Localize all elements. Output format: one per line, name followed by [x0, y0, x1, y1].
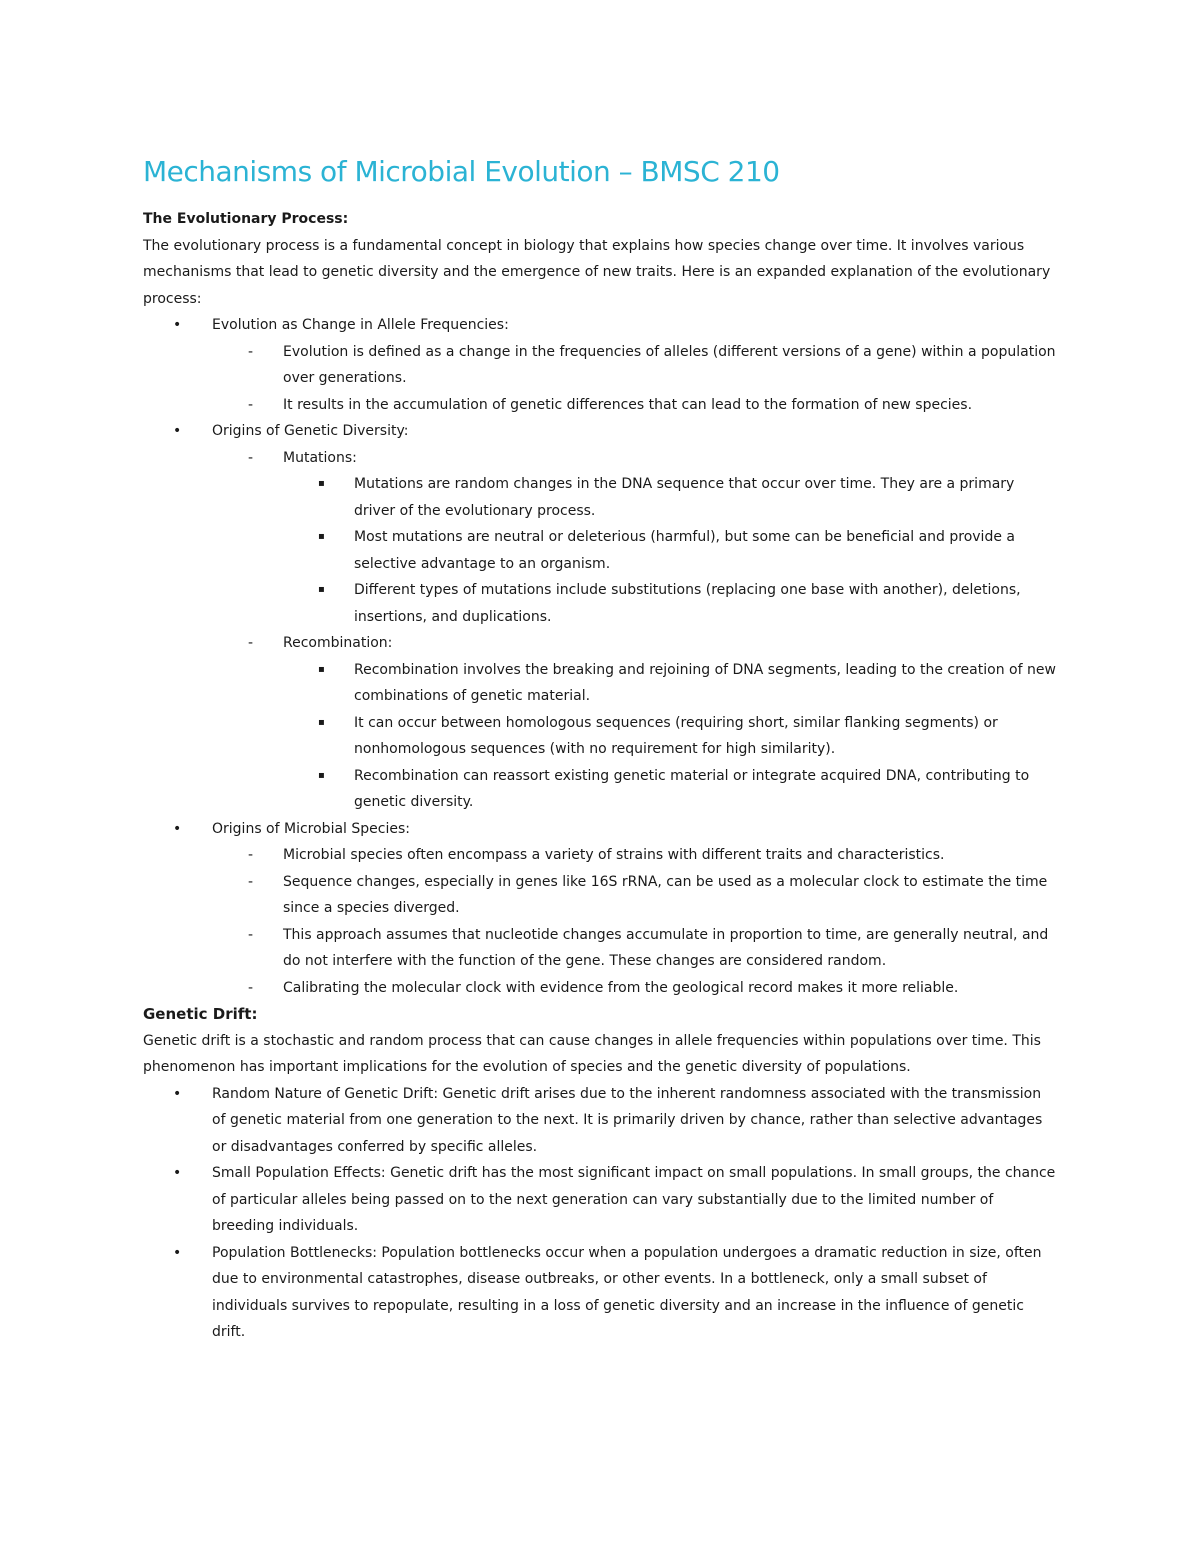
- list-item-label: Origins of Microbial Species:: [212, 820, 410, 837]
- sub-list-item: [143, 445, 1058, 631]
- bullet-marker: •: [173, 820, 182, 837]
- sub-list-item: [143, 869, 1058, 922]
- square-marker: ▪: [318, 769, 325, 781]
- point-list: [143, 657, 1058, 816]
- sub-item-text: It results in the accumulation of genetic differences that can lead to the formation of new species.: [283, 396, 973, 413]
- sub-list-item: [143, 975, 1058, 1002]
- square-marker: ▪: [318, 716, 325, 728]
- list-item: [143, 1240, 1058, 1346]
- point-list: [143, 471, 1058, 630]
- point-item: [143, 471, 1058, 524]
- bullet-marker: •: [173, 1244, 182, 1261]
- point-text: It can occur between homologous sequences (requiring short, similar flanking segments) or nonhomologous sequences (with no requirement for high similarity).: [354, 714, 998, 757]
- bullet-marker: •: [173, 1085, 182, 1102]
- document-page: [143, 150, 1058, 1346]
- dash-marker: -: [248, 847, 254, 863]
- sub-list-item: [143, 392, 1058, 419]
- sub-item-text: Evolution is defined as a change in the frequencies of alleles (different versions of a gene) within a population over generations.: [283, 343, 1056, 386]
- list-item: [143, 816, 1058, 1002]
- sub-list-item: [143, 842, 1058, 869]
- genetic-drift-list: [143, 1081, 1058, 1346]
- dash-marker: -: [248, 926, 254, 943]
- dash-marker: -: [248, 449, 254, 466]
- dash-marker: -: [248, 873, 254, 890]
- list-item: [143, 1081, 1058, 1161]
- section-heading-evolutionary-process: The Evolutionary Process:: [143, 211, 349, 227]
- dash-marker: -: [248, 343, 254, 360]
- sub-item-text: Mutations:: [283, 449, 357, 466]
- sub-item-text: Sequence changes, especially in genes like 16S rRNA, can be used as a molecular clock to estimate the time since a species diverged.: [283, 873, 1048, 916]
- bullet-marker: •: [173, 1165, 182, 1181]
- point-text: Different types of mutations include substitutions (replacing one base with another), deletions, insertions, and duplications.: [354, 582, 1021, 625]
- dash-marker: -: [248, 396, 254, 413]
- bullet-marker: •: [173, 423, 182, 439]
- point-text: Recombination can reassort existing genetic material or integrate acquired DNA, contributing to genetic diversity.: [354, 767, 1030, 810]
- point-item: [143, 710, 1058, 763]
- point-item: [143, 577, 1058, 630]
- list-item-text: Small Population Effects: Genetic drift has the most significant impact on small populations. In small groups, the chance of particular alleles being passed on to the next generation can vary substantially due to the limited number of breeding individuals.: [212, 1165, 1056, 1234]
- list-item-label: Origins of Genetic Diversity:: [212, 423, 409, 439]
- sub-item-text: This approach assumes that nucleotide changes accumulate in proportion to time, are generally neutral, and do not interfere with the function of the gene. These changes are considered random.: [283, 926, 1049, 969]
- sub-list: [143, 842, 1058, 1001]
- sub-item-text: Recombination:: [283, 635, 393, 651]
- sub-list: [143, 445, 1058, 816]
- point-text: Mutations are random changes in the DNA sequence that occur over time. They are a primary driver of the evolutionary process.: [354, 476, 1015, 519]
- sub-item-text: Calibrating the molecular clock with evidence from the geological record makes it more reliable.: [283, 979, 959, 996]
- bullet-marker: •: [173, 317, 182, 333]
- sub-item-text: Microbial species often encompass a variety of strains with different traits and characteristics.: [283, 847, 945, 863]
- sub-list-item: [143, 922, 1058, 975]
- sub-list-item: [143, 630, 1058, 816]
- sub-list: [143, 339, 1058, 419]
- evolution-list: [143, 312, 1058, 1001]
- sub-list-item: [143, 339, 1058, 392]
- document-title: Mechanisms of Microbial Evolution – BMSC 210: [143, 155, 780, 188]
- point-text: Most mutations are neutral or deleterious (harmful), but some can be beneficial and provide a selective advantage to an organism.: [354, 529, 1015, 572]
- list-item-label: Evolution as Change in Allele Frequencies:: [212, 317, 509, 333]
- section-intro-evolutionary-process: The evolutionary process is a fundamental concept in biology that explains how species change over time. It involves various mechanisms that lead to genetic diversity and the emergence of new traits. Here is an expanded explanation of the evolutionary process:: [143, 237, 1051, 307]
- point-item: [143, 763, 1058, 816]
- dash-marker: -: [248, 635, 254, 651]
- section-intro-genetic-drift: Genetic drift is a stochastic and random process that can cause changes in allele frequencies within populations over time. This phenomenon has important implications for the evolution of species and the genetic diversity of populations.: [143, 1032, 1041, 1075]
- point-item: [143, 657, 1058, 710]
- list-item-text: Population Bottlenecks: Population bottlenecks occur when a population undergoes a dramatic reduction in size, often due to environmental catastrophes, disease outbreaks, or other events. In a bottleneck, only a small subset of individuals survives to repopulate, resulting in a loss of genetic diversity and an increase in the influence of genetic drift.: [212, 1244, 1042, 1340]
- section-heading-genetic-drift: Genetic Drift:: [143, 1005, 258, 1023]
- list-item: [143, 1160, 1058, 1240]
- square-marker: ▪: [318, 663, 325, 675]
- square-marker: ▪: [318, 478, 325, 489]
- dash-marker: -: [248, 979, 254, 996]
- point-text: Recombination involves the breaking and rejoining of DNA segments, leading to the creation of new combinations of genetic material.: [354, 661, 1056, 704]
- square-marker: ▪: [318, 531, 325, 542]
- square-marker: ▪: [318, 584, 325, 595]
- list-item: [143, 312, 1058, 418]
- point-item: [143, 524, 1058, 577]
- list-item-text: Random Nature of Genetic Drift: Genetic drift arises due to the inherent randomness associated with the transmission of genetic material from one generation to the next. It is primarily driven by chance, rather than selective advantages or disadvantages conferred by specific alleles.: [212, 1085, 1043, 1155]
- list-item: [143, 418, 1058, 816]
